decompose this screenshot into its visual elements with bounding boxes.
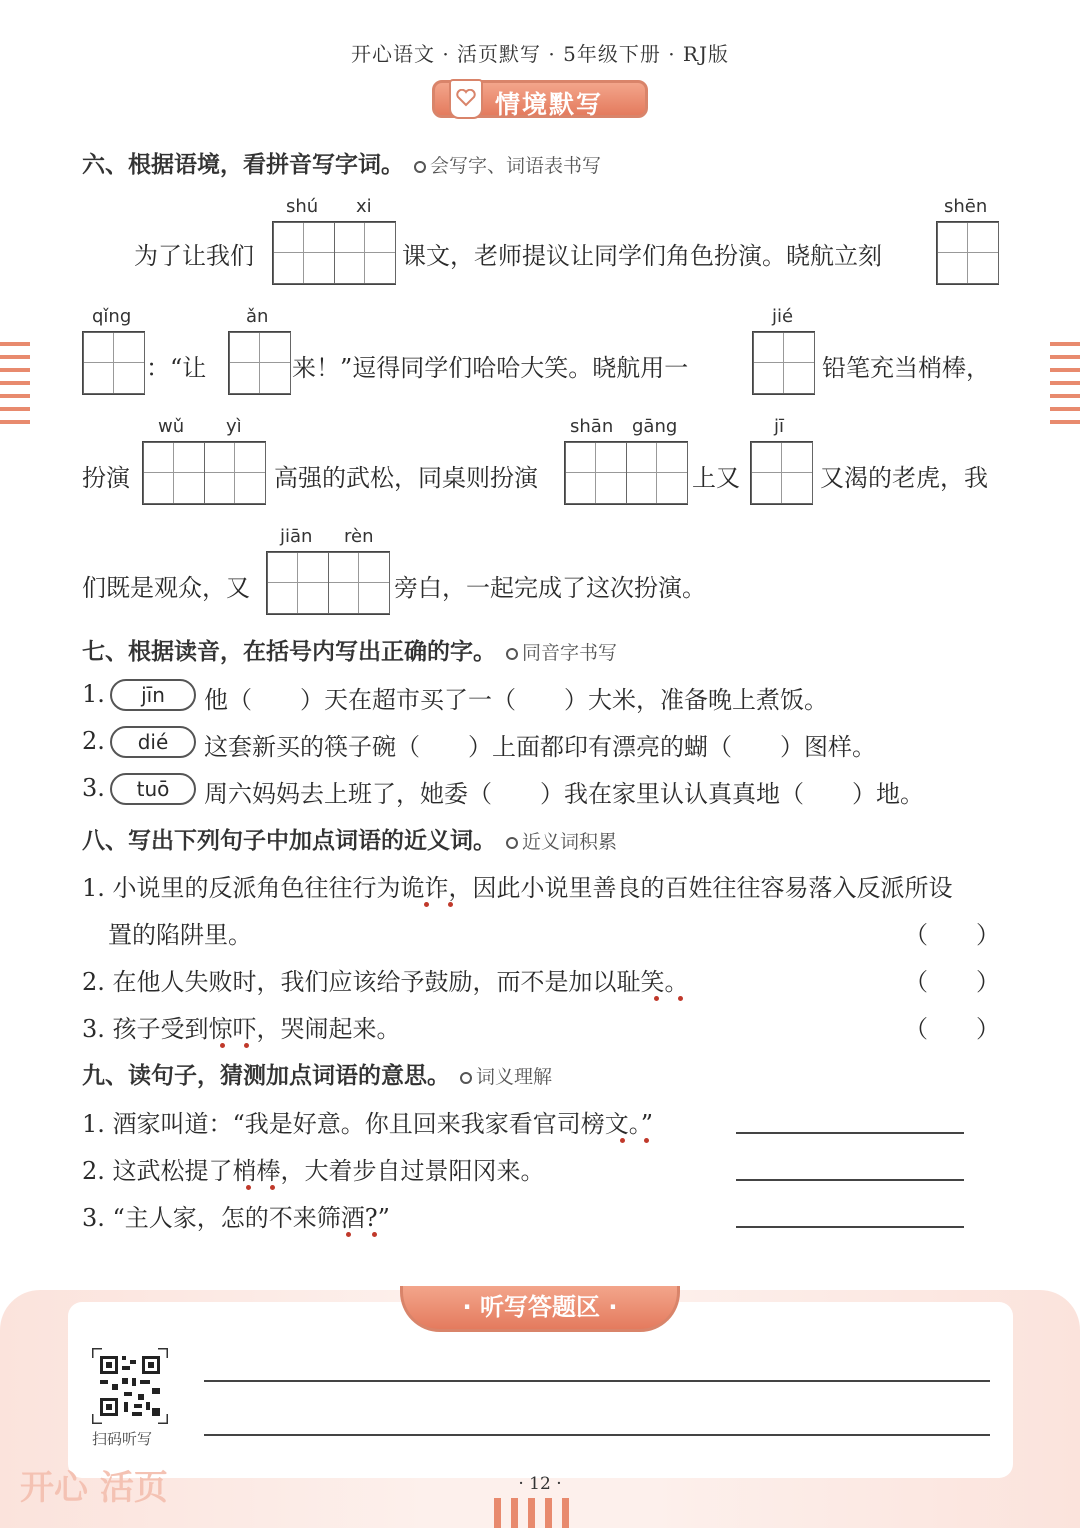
right-margin-stripes (1050, 342, 1080, 433)
banner-title: 情境默写 (495, 90, 604, 119)
pinyin: xi (356, 196, 372, 217)
writing-grid[interactable] (142, 441, 266, 505)
section9-tag-label: 词义理解 (476, 1066, 553, 1088)
passage-text: 高强的武松，同桌则扮演 (274, 464, 538, 492)
section7-tag (506, 642, 617, 664)
passage-text: 课文，老师提议让同学们角色扮演。晓航立刻 (402, 242, 882, 270)
section7-title: 七、根据读音，在括号内写出正确的字。 (82, 639, 496, 665)
brand-logo: 开心 活页 (20, 1468, 168, 1508)
section8-tag-label: 近义词积累 (522, 831, 618, 853)
emphasis-dot (346, 1232, 351, 1237)
emphasis-dot (424, 902, 429, 907)
pinyin: shēn (944, 196, 988, 217)
item-number: 3. (82, 774, 105, 802)
dictation-line[interactable] (204, 1434, 990, 1436)
item-number: 1. (82, 680, 105, 708)
pinyin: shú (286, 196, 319, 217)
pinyin: ǎn (246, 306, 269, 327)
section8-heading (82, 822, 617, 855)
sentence-text: 3. “主人家，怎的不来筛酒?” (82, 1204, 390, 1232)
answer-parens[interactable]: （ ） (904, 921, 1000, 949)
question-text[interactable]: 这套新买的筷子碗（ ）上面都印有漂亮的蝴（ ）图样。 (204, 733, 876, 761)
writing-grid[interactable] (272, 221, 396, 285)
book-header: 开心语文 · 活页默写 · 5年级下册 · RJ版 (350, 42, 730, 66)
writing-grid[interactable] (936, 221, 999, 285)
section7-tag-label: 同音字书写 (522, 642, 618, 664)
emphasis-dot (678, 996, 683, 1001)
passage-text: 们既是观众，又 (82, 574, 250, 602)
writing-grid[interactable] (564, 441, 688, 505)
pinyin: shān (570, 416, 614, 437)
qr-label: 扫码听写 (92, 1430, 153, 1448)
emphasis-dot (220, 1043, 225, 1048)
heart-bookmark-icon (449, 79, 483, 119)
bottom-stripes (494, 1498, 579, 1532)
flower-icon (506, 837, 518, 849)
answer-line[interactable] (736, 1179, 964, 1181)
section8-tag (506, 831, 617, 853)
emphasis-dot (448, 902, 453, 907)
emphasis-dot (246, 1185, 251, 1190)
section6-title: 六、根据语境，看拼音写字词。 (82, 152, 404, 178)
sentence-text: 2. 这武松提了梢棒，大着步自过景阳冈来。 (82, 1157, 545, 1185)
pinyin: jié (772, 306, 794, 327)
pinyin: qǐng (92, 306, 132, 327)
section6-tag (414, 155, 601, 177)
sentence-text: 1. 小说里的反派角色往往行为诡诈，因此小说里善良的百姓往往容易落入反派所设 (82, 874, 953, 902)
sentence-text: 2. 在他人失败时，我们应该给予鼓励，而不是加以耻笑。 (82, 968, 689, 996)
section9-tag (460, 1066, 552, 1088)
pinyin-pill: tuō (110, 773, 196, 805)
item-number: 2. (82, 727, 105, 755)
passage-text: 铅笔充当梢棒， (822, 354, 990, 382)
writing-grid[interactable] (266, 551, 390, 615)
flower-icon (414, 161, 426, 173)
pinyin: gāng (632, 416, 678, 437)
emphasis-dot (644, 1138, 649, 1143)
pinyin: rèn (344, 526, 374, 547)
writing-grid[interactable] (752, 331, 815, 395)
writing-grid[interactable] (750, 441, 813, 505)
pinyin-pill: jīn (110, 679, 196, 711)
passage-text: 旁白，一起完成了这次扮演。 (394, 574, 706, 602)
page-number: · 12 · (518, 1474, 562, 1494)
answer-parens[interactable]: （ ） (904, 968, 1000, 996)
question-text[interactable]: 周六妈妈去上班了，她委（ ）我在家里认认真真地（ ）地。 (204, 780, 924, 808)
flower-icon (506, 648, 518, 660)
section7-heading (82, 633, 617, 666)
passage-text: 上又 (692, 464, 740, 492)
qr-code-icon[interactable] (92, 1348, 168, 1424)
writing-grid[interactable] (82, 331, 145, 395)
answer-line[interactable] (736, 1132, 964, 1134)
passage-text: 扮演 (82, 464, 130, 492)
writing-grid[interactable] (228, 331, 291, 395)
pinyin-pill: dié (110, 726, 196, 758)
pinyin: jiān (280, 526, 313, 547)
section9-heading (82, 1057, 552, 1090)
emphasis-dot (620, 1138, 625, 1143)
emphasis-dot (244, 1043, 249, 1048)
sentence-text: 3. 孩子受到惊吓，哭闹起来。 (82, 1015, 401, 1043)
answer-parens[interactable]: （ ） (904, 1015, 1000, 1043)
pinyin: yì (226, 416, 242, 437)
emphasis-dot (372, 1232, 377, 1237)
passage-text: 又渴的老虎，我 (820, 464, 988, 492)
flower-icon (460, 1072, 472, 1084)
question-text[interactable]: 他（ ）天在超市买了一（ ）大米，准备晚上煮饭。 (204, 686, 828, 714)
passage-text: ：“让 (146, 354, 207, 382)
section8-title: 八、写出下列句子中加点词语的近义词。 (82, 828, 496, 854)
answer-line[interactable] (736, 1226, 964, 1228)
emphasis-dot (654, 996, 659, 1001)
section-banner (432, 80, 648, 118)
dictation-line[interactable] (204, 1380, 990, 1382)
passage-text: 来！”逗得同学们哈哈大笑。晓航用一 (292, 354, 689, 382)
sentence-text: 置的陷阱里。 (108, 921, 252, 949)
left-margin-stripes (0, 342, 30, 433)
section6-heading (82, 146, 601, 179)
dictation-title: · 听写答题区 · (400, 1286, 680, 1332)
pinyin: wǔ (158, 416, 185, 437)
section9-title: 九、读句子，猜测加点词语的意思。 (82, 1063, 450, 1089)
passage-text: 为了让我们 (134, 242, 254, 270)
sentence-text: 1. 酒家叫道：“我是好意。你且回来我家看官司榜文。” (82, 1110, 654, 1138)
emphasis-dot (270, 1185, 275, 1190)
section6-tag-label: 会写字、词语表书写 (430, 155, 602, 177)
pinyin: jī (774, 416, 785, 437)
